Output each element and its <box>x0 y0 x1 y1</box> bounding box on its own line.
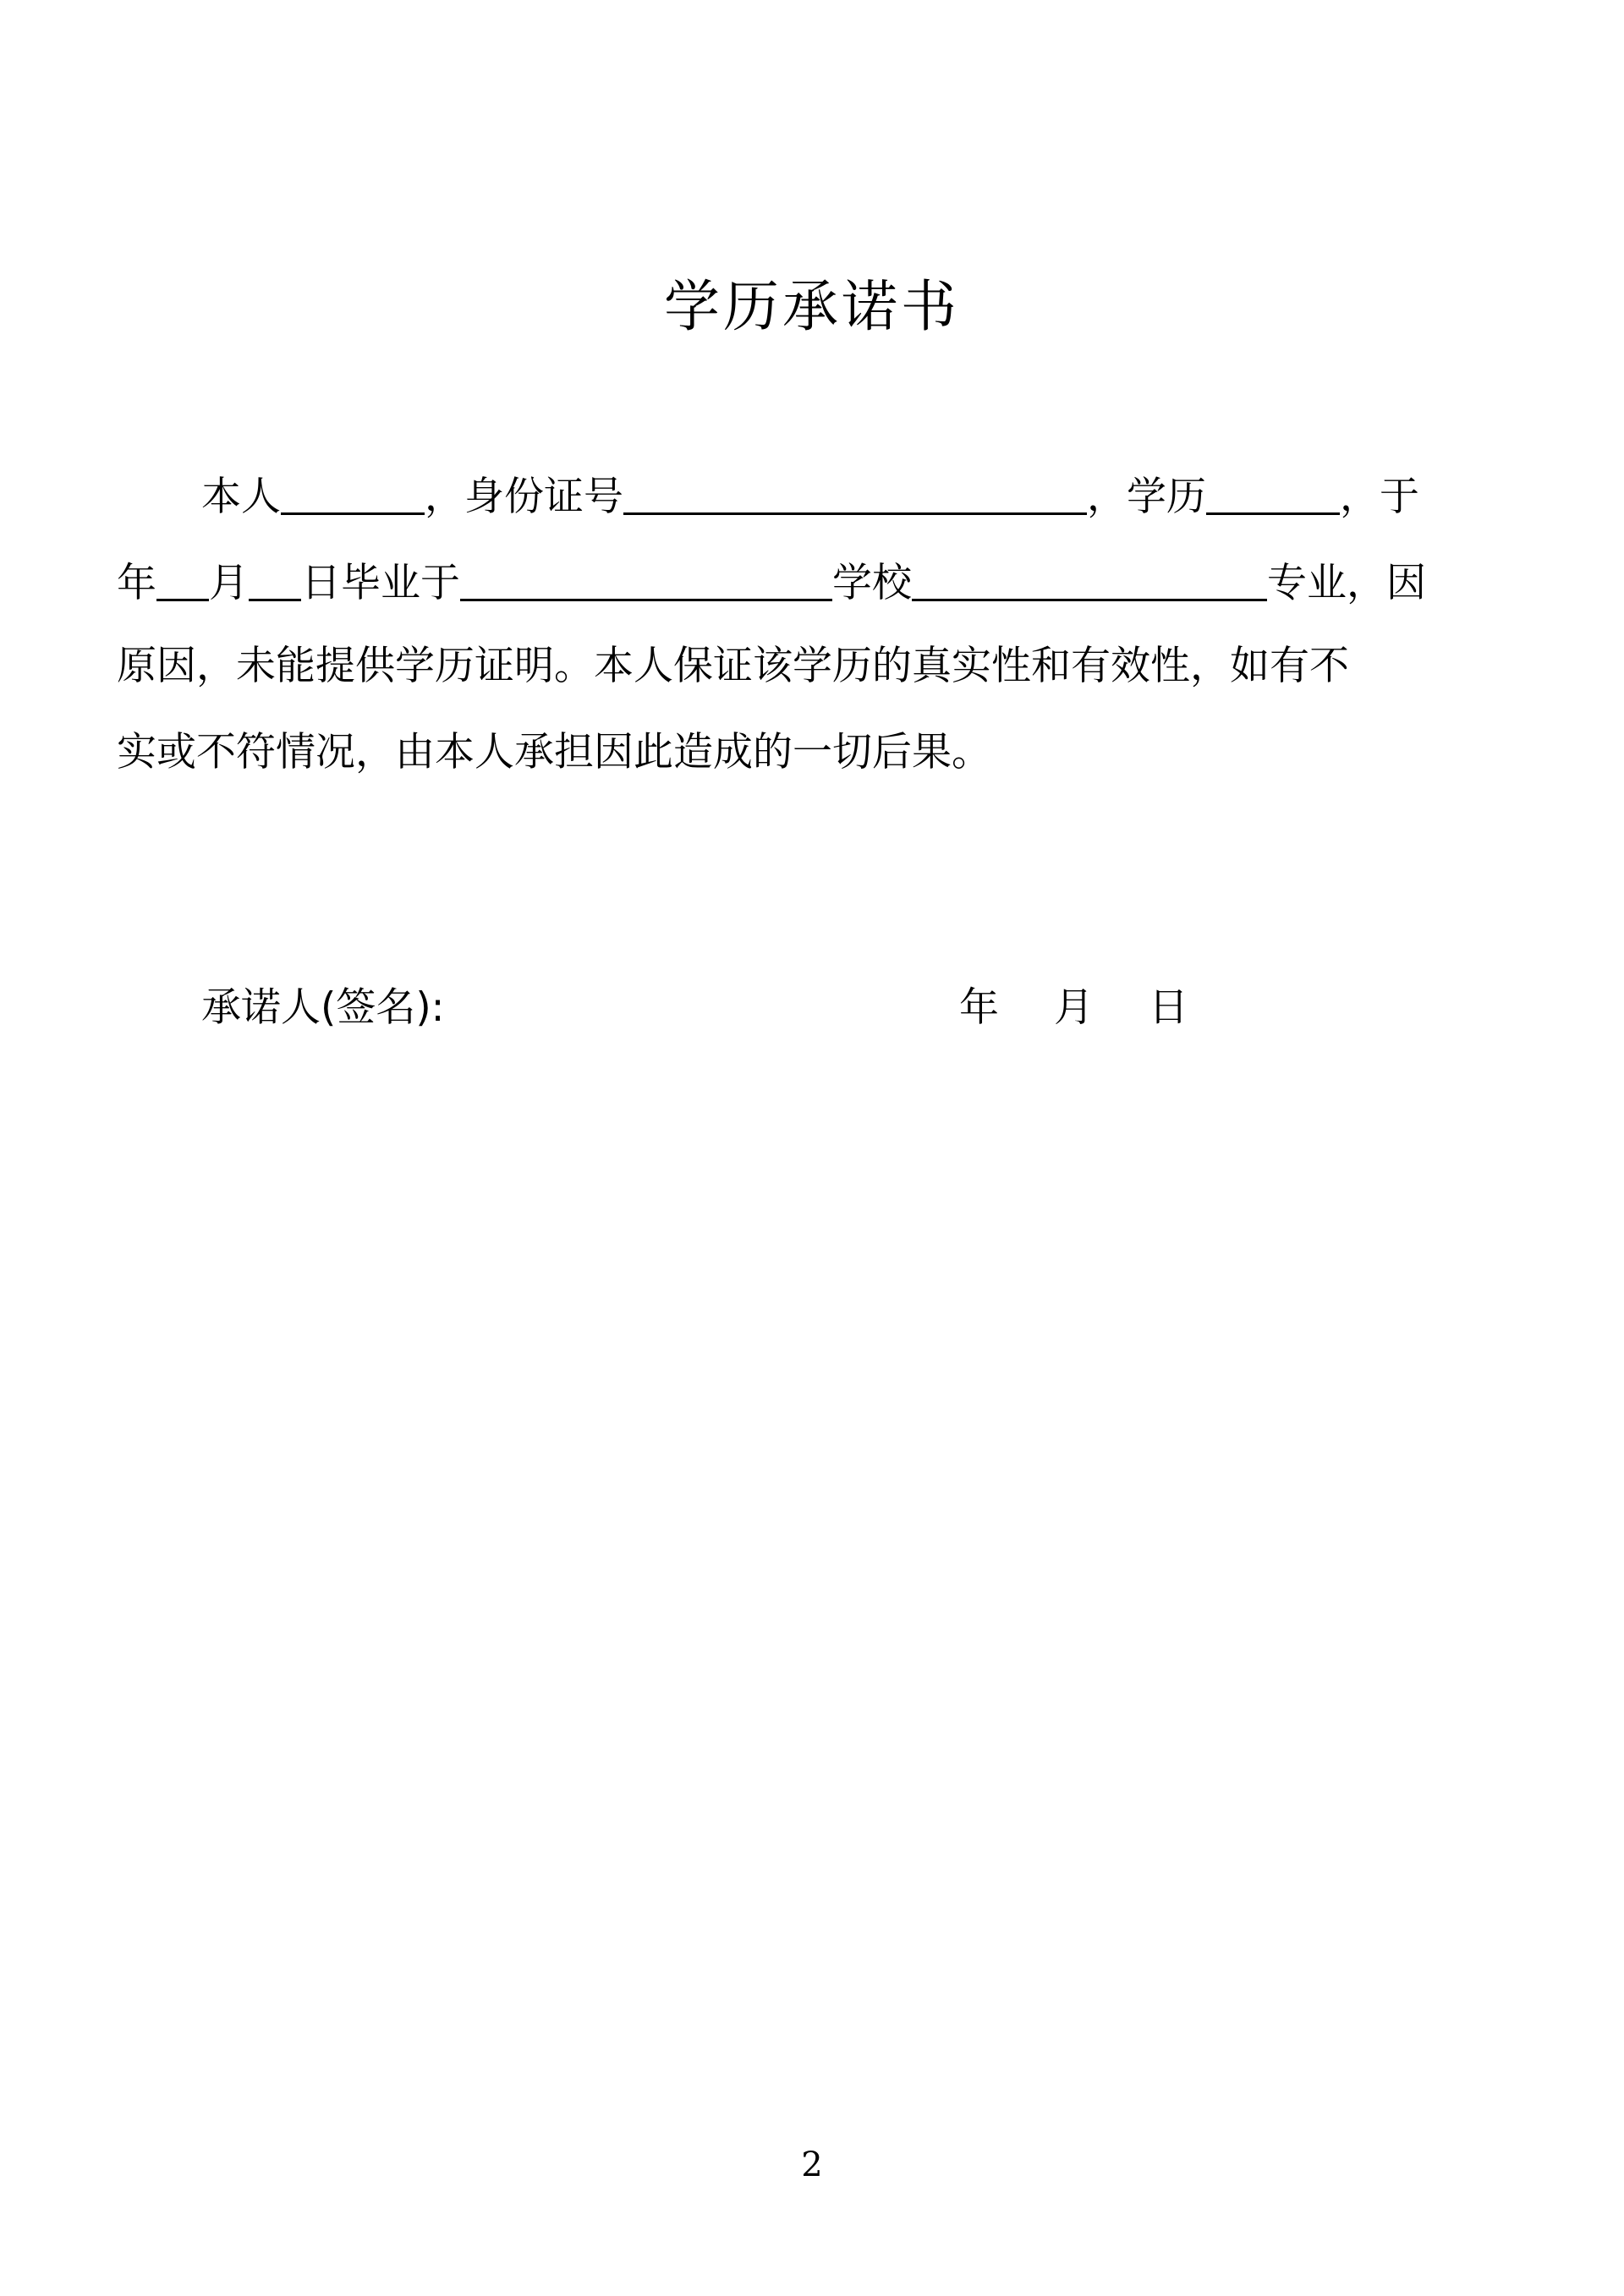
day-blank[interactable] <box>249 562 301 601</box>
signature-label: 承诺人(签名): <box>201 984 445 1031</box>
signature-date <box>959 984 1188 1031</box>
paragraph-line-3: 原因，未能提供学历证明。本人保证该学历的真实性和有效性，如有不 <box>117 643 1349 689</box>
date-day-label: 日 <box>1149 984 1188 1031</box>
paragraph-line-4: 实或不符情况，由本人承担因此造成的一切后果。 <box>117 729 991 775</box>
text-graduated: 日毕业于 <box>301 560 460 606</box>
text-major: 专业，因 <box>1267 560 1426 606</box>
page-number: 2 <box>801 2145 823 2184</box>
name-blank[interactable] <box>281 475 425 515</box>
date-year-label: 年 <box>959 984 999 1031</box>
text-self: 本人 <box>201 474 281 520</box>
text-school: 学校 <box>832 560 912 606</box>
text-month: 月 <box>209 560 249 606</box>
paragraph-line-2 <box>117 560 1426 606</box>
month-blank[interactable] <box>156 562 209 601</box>
text-at: ，于 <box>1340 474 1419 520</box>
school-blank[interactable] <box>460 562 832 601</box>
page-title: 学历承诺书 <box>664 274 960 339</box>
education-blank[interactable] <box>1206 475 1340 515</box>
text-education: ，学历 <box>1087 474 1206 520</box>
text-year: 年 <box>117 560 156 606</box>
paragraph-line-1 <box>201 474 1419 520</box>
id-number-blank[interactable] <box>623 475 1087 515</box>
major-blank[interactable] <box>912 562 1267 601</box>
text-id-number: ，身份证号 <box>425 474 623 520</box>
date-month-label: 月 <box>1054 984 1094 1031</box>
